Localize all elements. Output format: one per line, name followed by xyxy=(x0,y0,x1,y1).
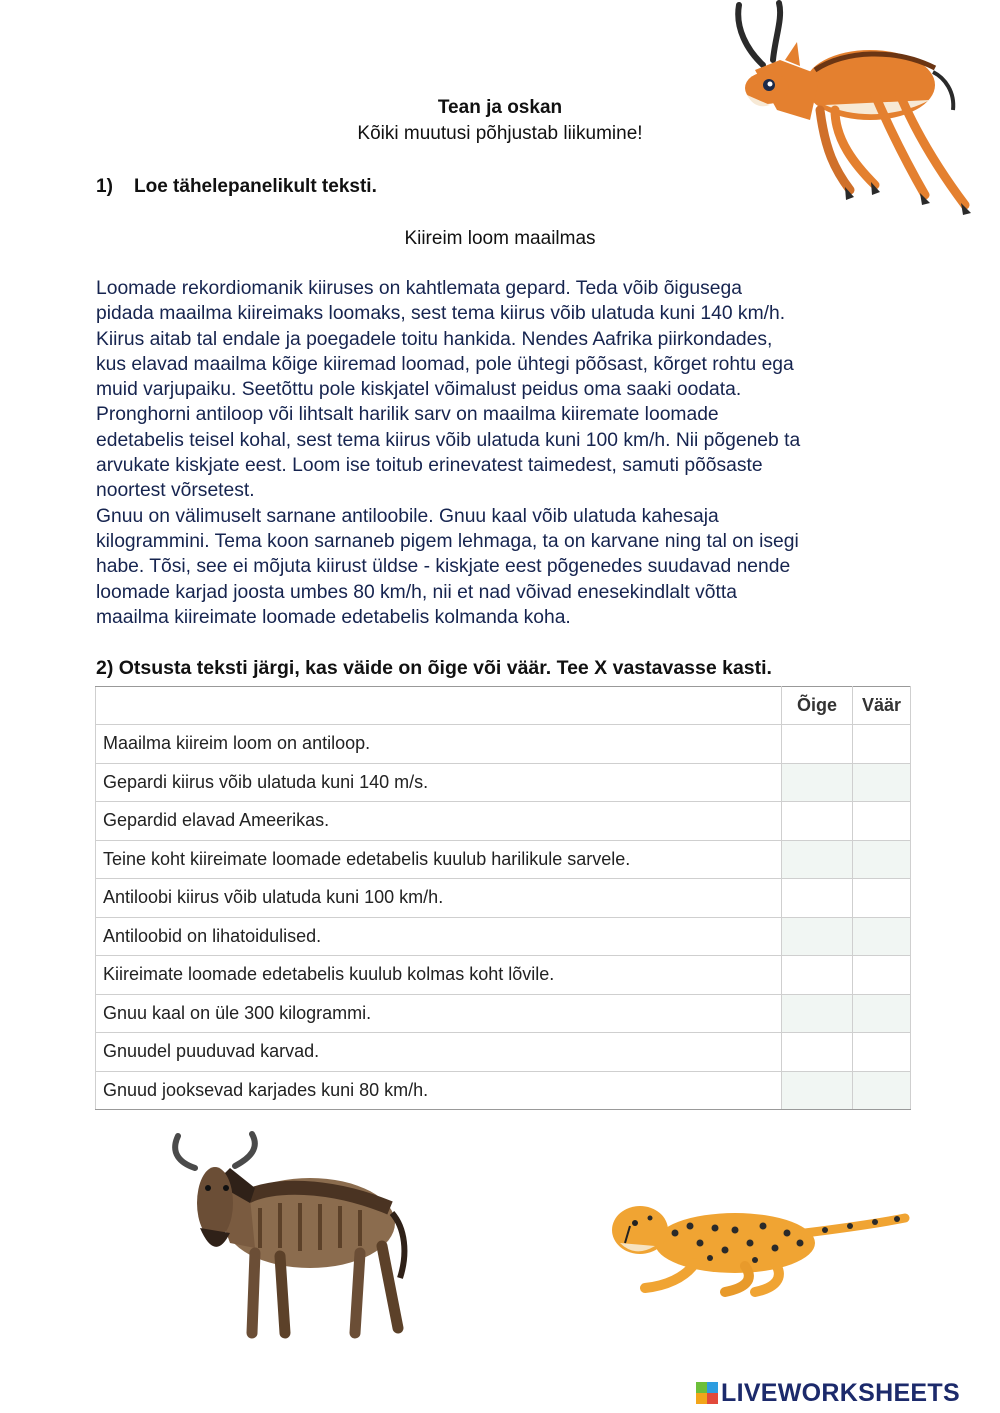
statement-text: Antiloobi kiirus võib ulatuda kuni 100 km/h. xyxy=(96,879,782,918)
statement-text: Antiloobid on lihatoidulised. xyxy=(96,917,782,956)
column-header-false: Väär xyxy=(853,687,911,725)
story-line: maailma kiireimate loomade edetabelis kolmanda koha. xyxy=(96,606,571,628)
answer-box-true[interactable] xyxy=(782,994,853,1033)
logo-mark-icon xyxy=(696,1382,718,1404)
statement-text: Gnuudel puuduvad karvad. xyxy=(96,1033,782,1072)
answer-box-true[interactable] xyxy=(782,956,853,995)
table-row xyxy=(96,763,911,802)
answer-box-true[interactable] xyxy=(782,1071,853,1110)
task1-text: Loe tähelepanelikult teksti. xyxy=(134,176,377,197)
story-line: edetabelis teisel kohal, sest tema kiirus võib ulatuda kuni 100 km/h. Nii põgeneb ta xyxy=(96,429,801,451)
logo-text: LIVEWORKSHEETS xyxy=(721,1378,960,1407)
task2-instruction: 2) Otsusta teksti järgi, kas väide on õige või väär. Tee X vastavasse kasti. xyxy=(96,657,772,679)
story-line: muid varjupaiku. Seetõttu pole kiskjatel võimalust peidus oma saaki oodata. xyxy=(96,379,742,401)
answer-box-true[interactable] xyxy=(782,763,853,802)
table-header-empty xyxy=(96,687,782,725)
answer-box-false[interactable] xyxy=(853,802,911,841)
answer-box-true[interactable] xyxy=(782,1033,853,1072)
story-line: Kiirus aitab tal endale ja poegadele toitu hankida. Nendes Aafrika piirkondades, xyxy=(96,328,773,350)
answer-box-false[interactable] xyxy=(853,840,911,879)
task1-instruction xyxy=(96,176,377,198)
statement-text: Maailma kiireim loom on antiloop. xyxy=(96,725,782,764)
story-line: habe. Tõsi, see ei mõjuta kiirust üldse - kiskjate eest põgenedes suudavad nende xyxy=(96,556,791,578)
table-row xyxy=(96,917,911,956)
table-row xyxy=(96,1033,911,1072)
story-line: Pronghorni antiloop või lihtsalt harilik sarv on maailma kiiremate loomade xyxy=(96,404,719,426)
story-line: kilogrammini. Tema koon sarnaneb pigem lehmaga, ta on karvane ning tal on isegi xyxy=(96,530,799,552)
statement-text: Teine koht kiireimate loomade edetabelis kuulub harilikule sarvele. xyxy=(96,840,782,879)
answer-box-true[interactable] xyxy=(782,802,853,841)
table-row xyxy=(96,725,911,764)
table-row xyxy=(96,840,911,879)
answer-box-false[interactable] xyxy=(853,879,911,918)
answer-box-false[interactable] xyxy=(853,1071,911,1110)
answer-box-false[interactable] xyxy=(853,763,911,802)
answer-box-true[interactable] xyxy=(782,840,853,879)
answer-box-true[interactable] xyxy=(782,879,853,918)
table-header-row xyxy=(96,687,911,725)
column-header-true: Õige xyxy=(782,687,853,725)
answer-box-false[interactable] xyxy=(853,1033,911,1072)
story-title: Kiireim loom maailmas xyxy=(404,228,596,249)
answer-box-true[interactable] xyxy=(782,725,853,764)
answer-box-false[interactable] xyxy=(853,725,911,764)
wildebeest-illustration xyxy=(160,1128,415,1343)
task1-number: 1) xyxy=(96,176,113,197)
table-row xyxy=(96,879,911,918)
statement-text: Kiireimate loomade edetabelis kuulub kolmas koht lõvile. xyxy=(96,956,782,995)
table-row xyxy=(96,956,911,995)
true-false-table xyxy=(95,686,911,1110)
story-line: kus elavad maailma kõige kiiremad loomad, pole ühtegi põõsast, kõrget rohtu ega xyxy=(96,353,794,375)
table-row xyxy=(96,1071,911,1110)
story-line: arvukate kiskjate eest. Loom ise toitub erinevatest taimedest, samuti põõsaste xyxy=(96,455,763,477)
cheetah-illustration xyxy=(605,1188,910,1298)
story-line: Loomade rekordiomanik kiiruses on kahtlemata gepard. Teda võib õigusega xyxy=(96,278,742,299)
story-line: noortest võrsetest. xyxy=(96,480,255,502)
table-row xyxy=(96,994,911,1033)
story-line: pidada maailma kiireimaks loomaks, sest tema kiirus võib ulatuda kuni 140 km/h. xyxy=(96,303,786,325)
statement-text: Gepardid elavad Ameerikas. xyxy=(96,802,782,841)
statement-text: Gnuu kaal on üle 300 kilogrammi. xyxy=(96,994,782,1033)
answer-box-false[interactable] xyxy=(853,917,911,956)
answer-box-false[interactable] xyxy=(853,994,911,1033)
story-line: Gnuu on välimuselt sarnane antiloobile. Gnuu kaal võib ulatuda kahesaja xyxy=(96,505,719,527)
answer-box-false[interactable] xyxy=(853,956,911,995)
worksheet-title: Tean ja oskan xyxy=(437,97,563,118)
worksheet-subtitle: Kõiki muutusi põhjustab liikumine! xyxy=(357,123,643,144)
story-text xyxy=(96,276,916,630)
liveworksheets-logo xyxy=(696,1378,960,1408)
answer-box-true[interactable] xyxy=(782,917,853,956)
statement-text: Gepardi kiirus võib ulatuda kuni 140 m/s. xyxy=(96,763,782,802)
story-line: loomade karjad joosta umbes 80 km/h, nii et nad võivad enesekindlalt võtta xyxy=(96,581,737,603)
statement-text: Gnuud jooksevad karjades kuni 80 km/h. xyxy=(96,1071,782,1110)
table-row xyxy=(96,802,911,841)
